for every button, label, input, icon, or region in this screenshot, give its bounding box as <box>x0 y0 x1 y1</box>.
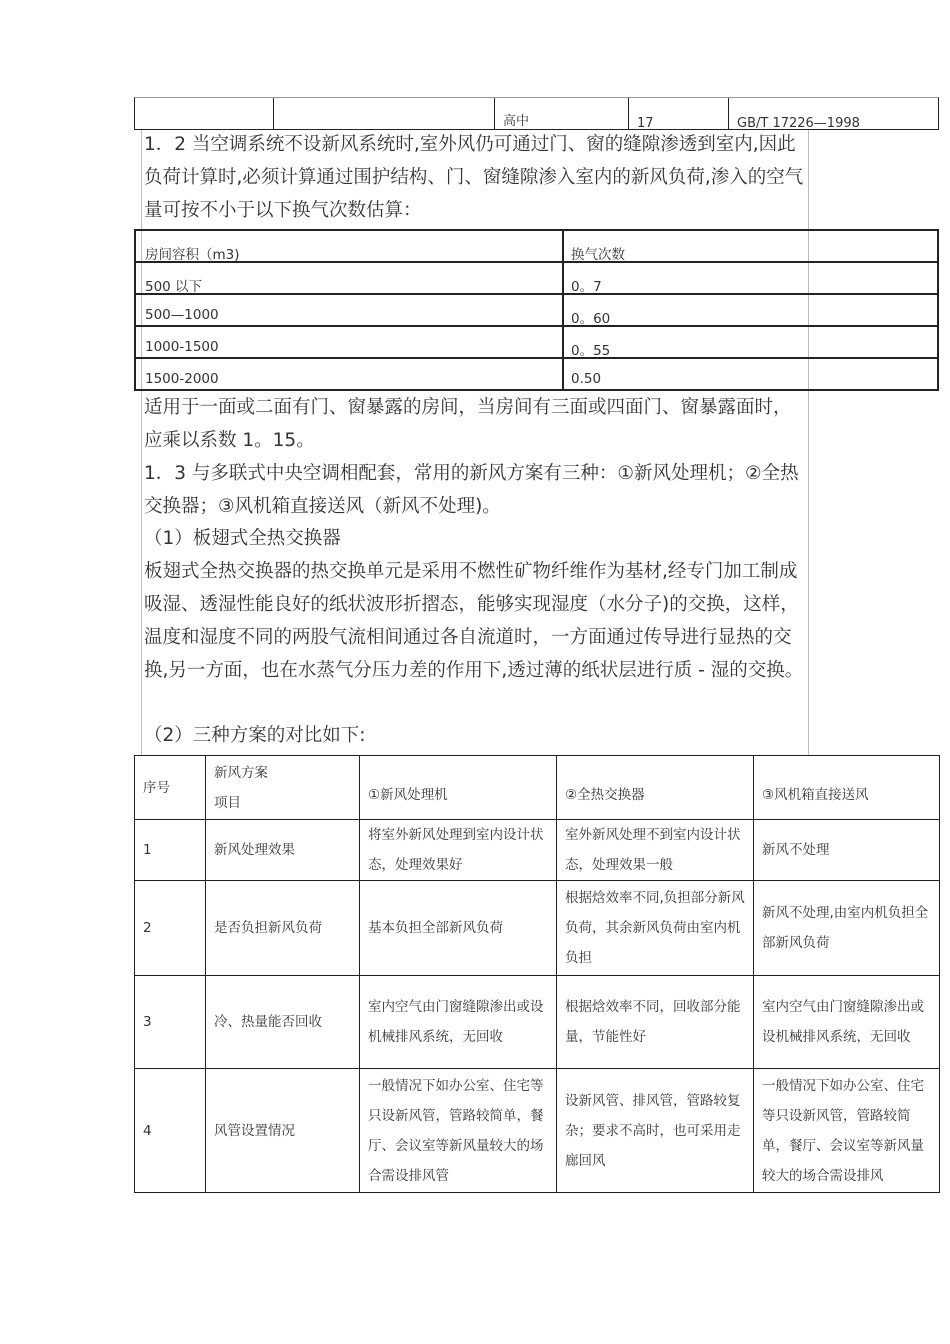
header-cell: 序号 <box>135 756 206 820</box>
table-cell: 2 <box>135 881 206 976</box>
table-cell: 500 以下 <box>136 263 564 293</box>
table-row <box>136 231 937 263</box>
header-cell: 换气次数 <box>571 247 625 263</box>
table-cell: 根据焓效率不同,负担部分新风负荷，其余新风负荷由室内机负担 <box>557 881 754 976</box>
table-cell: 设新风管、排风管，管路较复杂；要求不高时，也可采用走廊回风 <box>557 1069 754 1193</box>
table-cell: 室内空气由门窗缝隙渗出或设机械排风系统，无回收 <box>360 976 557 1069</box>
table-cell: 1 <box>135 820 206 881</box>
table-row <box>136 327 937 359</box>
table-cell: 基本负担全部新风负荷 <box>360 881 557 976</box>
header-cell: ②全热交换器 <box>557 756 754 820</box>
table-cell: 一般情况下如办公室、住宅等只设新风管，管路较简单，餐厅、会议室等新风量较大的场合需设排风 <box>754 1069 940 1193</box>
header-item-label: 项目 <box>214 794 241 811</box>
header-cell: 房间容积（m3) <box>136 231 564 261</box>
table-cell: 室内空气由门窗缝隙渗出或设机械排风系统，无回收 <box>754 976 940 1069</box>
paragraph-1-3: 1．3 与多联式中央空调相配套，常用的新风方案有三种：①新风处理机；②全热交换器；③风机箱直接送风（新风不处理)。 <box>144 463 799 517</box>
top-cell-4: 17 <box>629 98 729 129</box>
top-cell-2 <box>274 98 495 129</box>
table-row <box>136 359 937 389</box>
table-cell: 3 <box>135 976 206 1069</box>
table-cell: 一般情况下如办公室、住宅等只设新风管，管路较简单，餐厅、会议室等新风量较大的场合需设排风管 <box>360 1069 557 1193</box>
table-cell: 新风不处理 <box>754 820 940 881</box>
table-cell: 0。55 <box>571 343 611 359</box>
table-row <box>136 295 937 327</box>
table-cell: 1000-1500 <box>136 327 564 357</box>
header-cell-diagonal <box>206 756 360 820</box>
air-change-table <box>134 229 939 391</box>
table-cell: 新风不处理,由室内机负担全部新风负荷 <box>754 881 940 976</box>
table-cell: 冷、热量能否回收 <box>206 976 360 1069</box>
paragraph-1-2: 1．2 当空调系统不设新风系统时,室外风仍可通过门、窗的缝隙渗透到室内,因此负荷计算时,必须计算通过围护结构、门、窗缝隙渗入室内的新风负荷,渗入的空气量可按不小于以下换气次数估算： <box>144 134 804 221</box>
table-cell: 室外新风处理不到室内设计状态，处理效果一般 <box>557 820 754 881</box>
comparison-table <box>134 755 940 1193</box>
header-cell: ①新风处理机 <box>360 756 557 820</box>
table-row <box>135 1069 940 1193</box>
table-row <box>135 976 940 1069</box>
table-row <box>135 820 940 881</box>
top-cell-1 <box>135 98 274 129</box>
table-row <box>135 881 940 976</box>
table-row <box>136 263 937 295</box>
table-row <box>135 756 940 820</box>
table-cell: 新风处理效果 <box>206 820 360 881</box>
paragraph-note: 适用于一面或二面有门、窗暴露的房间，当房间有三面或四面门、窗暴露面时，应乘以系数 1。15。 <box>144 397 792 451</box>
top-cell-3: 高中 <box>495 98 629 129</box>
frame-line-left <box>141 130 142 755</box>
table-cell: 0.50 <box>571 371 602 387</box>
header-scheme-label: 新风方案 <box>214 764 268 781</box>
table-cell: 0。60 <box>571 311 611 327</box>
top-fragment-table <box>134 97 939 130</box>
paragraph-heading-1: （1）板翅式全热交换器 <box>144 528 341 549</box>
top-cell-5: GB/T 17226—1998 <box>737 116 860 131</box>
table-cell: 1500-2000 <box>136 359 564 389</box>
table-cell: 是否负担新风负荷 <box>206 881 360 976</box>
table-cell: 将室外新风处理到室内设计状态，处理效果好 <box>360 820 557 881</box>
table-cell: 风管设置情况 <box>206 1069 360 1193</box>
table-cell: 500—1000 <box>136 295 564 325</box>
table-cell: 0。7 <box>571 279 602 295</box>
paragraph-heading-2: （2）三种方案的对比如下: <box>144 725 366 746</box>
header-cell: ③风机箱直接送风 <box>754 756 940 820</box>
paragraph-heat-exchanger: 板翅式全热交换器的热交换单元是采用不燃性矿物纤维作为基材,经专门加工制成吸湿、透湿性能良好的纸状波形折摺态，能够实现湿度（水分子)的交换，这样，温度和湿度不同的两股气流相间通过各自流道时，一方面通过传导进行显热的交换,另一方面，也在水蒸气分压力差的作用下,透过薄的纸状层进行质 - 湿的交换。 <box>144 561 804 681</box>
table-cell: 4 <box>135 1069 206 1193</box>
table-cell: 根据焓效率不同，回收部分能量，节能性好 <box>557 976 754 1069</box>
